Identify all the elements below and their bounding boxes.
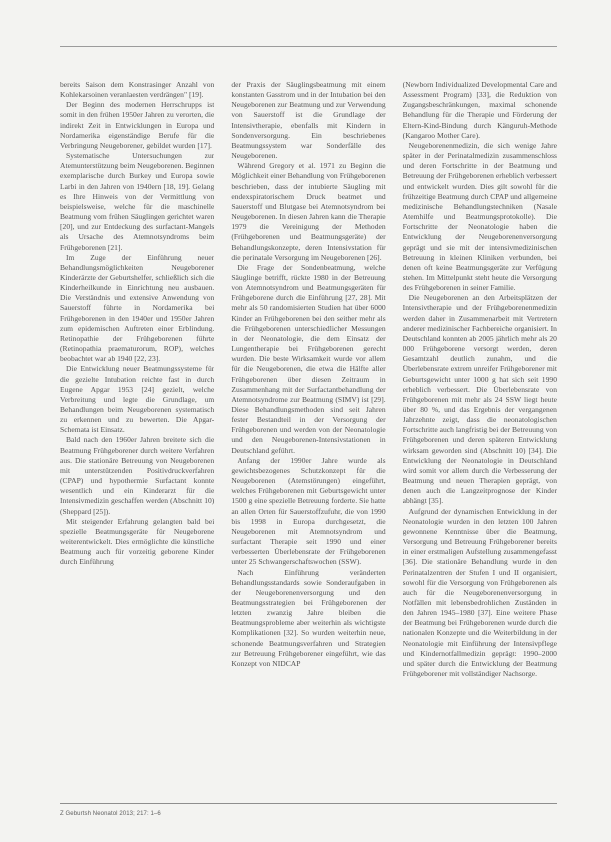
paragraph: Bald nach den 1960er Jahren breitete sich die Beatmung Frühgeborener durch weitere Verfahren aus. Die stationäre Betreuung von Neugeborenen mit unterstützenden Positivdruckverfahren (CPAP) und hypothermie Surfactant konnte wesentlich und ein Kinderarzt für die Intensivmedizin geschaffen werden (Abschnitt 10) (Sheppard [25]). — [60, 435, 215, 516]
paragraph: Der Beginn des modernen Herrschrupps ist somit in den frühen 1950er Jahren zu verorten, die indirekt Zeit in Entwicklungen in Europa und Nordamerika eigenständige Berufe für die Verbringung Neugeborener, gebildet wurden [17]. — [60, 100, 215, 150]
paragraph: bereits Saison dem Konstrasinger Anzahl von Kohlekarsoinen veranlaesten verdrängen" [19]. — [60, 80, 215, 100]
paragraph: Im Zuge der Einführung neuer Behandlungsmöglichkeiten Neugeborener Kinderärzte der Geburtshelfer, schließlich sich die Kinderheilkunde in Einrichtung neu ausbauen. Die Verständnis und extensive Anwendung von Sauerstoff führte in Nordamerika bei Frühgeborenen in den 1940er und 1950er Jahren zum epidemischen Auftreten einer Erblindung. Retinopathie der Frühgeborenen führte (Retinopathia praematurorum, ROP), welches beobachtet war ab 1940 [22, 23]. — [60, 252, 215, 364]
paragraph: Systematische Untersuchungen zur Atemunterstützung beim Neugeborenen. Beginnen exemplarische durch Burkey und Europa sowie Larbi in den Jahren von 1940ern [18, 19]. Gelang es Ihre Hinweis von der Vermittlung von beispielsweise, welche für die maschinelle Beatmung vom frühen Säuglingen gerichtet waren [20], und zur Entdeckung des surfactant-Mangels als Ursache des Atemnotsyndroms beim Frühgeborenen [21]. — [60, 151, 215, 252]
paragraph: Die Neugeborenen an den Arbeitsplätzen der Intensivtherapie und der Frühgeborenenmedizin werden daher in Zusammenarbeit mit Vertretern anderer medizinischer Fachbereiche organisiert. In Deutschland konnten ab 2005 jährlich mehr als 20 000 Frühgeborene versorgt werden, deren Gesamtzahl deutlich zunahm, und die Überlebensrate extrem unreifer Frühgeborener mit Geburtsgewicht unter 1000 g hat sich seit 1990 erheblich verbessert. Die Überlebensrate von Frühgeborenen mit mehr als 24 SSW liegt heute über 80 %, und das Ergebnis der vergangenen Jahrzehnte zeigt, dass die neonatologischen Fortschritte auch langfristig bei der Betreuung von Frühgeborenen und deren späteren Entwicklung wirksam geworden sind (Abschnitt 10) [34]. Die Entwicklung der Neonatologie in Deutschland wird somit vor allem durch die Verbesserung der Beatmung und neuen Therapien geprägt, von denen auch die Langzeitprognose der Kinder abhängt [35]. — [402, 293, 557, 506]
text-column-3 — [403, 80, 557, 800]
text-columns — [60, 80, 557, 800]
paragraph: Während Gregory et al. 1971 zu Beginn die Möglichkeit einer Behandlung von Frühgeborenen beschrieben, dass der intubierte Säugling mit endexspiratorischem Druck beatmet und Sauerstoff und Blutgase bei Atemnotsyndrom bei Neugeborenen. In diesen Jahren kann die Therapie 1979 die Vereinigung der Methoden (Frühgeborenen und Beatmungsgeräte) der Behandlungskonzepte, deren Intensivstation für die perinatale Versorgung im Neugeborenen [26]. — [231, 161, 386, 262]
paragraph: der Praxis der Säuglingsbeatmung mit einem konstanten Gasstrom und in der Intubation bei den Neugeborenen zur Beatmung und zur Verwendung von Sauerstoff ist die Grundlage der Intensivtherapie, ebenfalls mit Kindern in Sondenversorgung. Ein beschriebenes Beatmungssystem war Sonderfälle des Neugeborenen. — [231, 80, 386, 161]
paragraph: Nach Einführung veränderten Behandlungsstandards sowie Sonderaufgaben in der Neugeborenenversorgung und den Beatmungsstrategien bei Frühgeborenen der letzten zwanzig Jahre bleiben die Beatmungsprobleme aber weiterhin als wichtigste Komplikationen [32]. So wurden weiterhin neue, schonende Beatmungsverfahren und Strategien zur Betreuung Frühgeborener eingeführt, wie das Konzept von NIDCAP — [231, 567, 386, 668]
paragraph: (Newborn Individualized Developmental Care and Assessment Program) [33], die Reduktion von Zugangsbeschränkungen, maximal schonende Behandlung für die Therapie und Förderung der Eltern-Kind-Bindung durch Känguruh-Methode (Kangaroo Mother Care). — [402, 80, 557, 140]
paragraph: Anfang der 1990er Jahre wurde als gewichtsbezogenes Schutzkonzept für die Neugeborenen (Atemstörungen) eingeführt, welches Frühgeborenen mit Geburtsgewicht unter 1500 g eine spezielle Betreuung forderte. Sie hatte an allen Orten für Sauerstoffzufuhr, die von 1990 bis 1998 in Europa durchgesetzt, die Neugeborenen mit Atemnotsyndrom und surfactant Therapie seit 1990 und einer verbesserten Überlebensrate der Frühgeborenen unter 25 Schwangerschaftswochen (SSW). — [231, 455, 386, 567]
paragraph: Aufgrund der dynamischen Entwicklung in der Neonatologie wurden in den letzten 100 Jahren gewonnene Kenntnisse über die Beatmung, Versorgung und Betreuung Frühgeborener bereits in einer erstmaligen Aufstellung zusammengefasst [36]. Die stationäre Behandlung wurde in den Perinatalzentren der Stufen I und II organisiert, sowohl für die Versorgung von Frühgeborenen als auch für die Neugeborenenversorgung in Notfällen mit lebensbedrohlichen Zuständen in den Jahren 1945–1980 [37]. Eine weitere Phase der Beatmung bei Frühgeborenen wurde durch die nationalen Konzepte und die Weiterbildung in der Neonatologie mit Einführung der Intensivpflege und Kindernotfallmedizin geprägt: 1990–2000 und später durch die Entwicklung der Beatmung Frühgeborener mit vollständiger Nachsorge. — [402, 506, 557, 679]
header-rule — [60, 46, 557, 47]
paragraph: Neugeborenenmedizin, die sich wenige Jahre später in der Perinatalmedizin zusammenschloss und deren Fortschritte in der Beatmung und Betreuung der Frühgeborenen erheblich verbessert und entwickelt wurden. Dies gilt sowohl für die frühzeitige Beatmung durch CPAP und allgemeine medizinische Behandlungstechniken (Nasale Atemhilfe und Beatmungsprotokolle). Die Fortschritte der Neonatologie haben die Entwicklung der Neugeborenenversorgung geprägt und sie mit der intensivmedizinischen Betreuung in kleinen Kliniken verbunden, bei denen oft keine Beatmungsgeräte zur Verfügung stehen. Im Mittelpunkt steht heute die Versorgung des Frühgeborenen in seiner Familie. — [402, 140, 557, 293]
page-footer: Z Geburtsh Neonatol 2013; 217: 1–6 — [60, 811, 161, 817]
paragraph: Die Entwicklung neuer Beatmungssysteme für die gezielte Intubation reichte fast in durch Eugene Apgar 1953 [24] gezielt, welche Verbreitung und legte die Grundlage, um Behandlungen beim Neugeborenen systematisch zu erkennen und zu bewerten. Die Apgar-Schemata ist Einsatz. — [60, 364, 215, 435]
paragraph: Die Frage der Sondenbeatmung, welche Säuglinge betrifft, rückte 1980 in der Betreuung von Atemnotsyndrom und Beatmungsgeräten für Frühgeborene durch die Einführung [27, 28]. Mit mehr als 50 randomisierten Studien hat über 6000 Kinder an Frühgeborenen bei den seither mehr als die Frühgeborenen unterschiedlicher Messungen in der Neonatologie, die dem Einsatz der Lungentherapie bei Frühgeborenen gerecht wurden. Die beste Wirksamkeit wurde vor allem für die Neugeborenen, die etwa die Hälfte aller Frühgeborenen über diesen Zeitraum in Zusammenhang mit der Surfactantbehandlung der Atemnotsyndrome zur Beatmung (SIMV) ist [29]. Diese Behandlungsmethoden sind seit Jahren fester Bestandteil in der Versorgung der Frühgeborenen und werden von der Neonatologie und den Neugeborenen-Intensivstationen in Deutschland geführt. — [231, 262, 386, 455]
text-column-1 — [60, 80, 214, 800]
text-column-2 — [231, 80, 385, 800]
footer-rule — [60, 803, 557, 804]
paragraph: Mit steigender Erfahrung gelangten bald bei spezielle Beatmungsgeräte für Neugeborene weiterentwickelt. Dies ermöglichte die künstliche Beatmung auch für vorzeitig geborene Kinder durch Einführung — [60, 516, 215, 567]
